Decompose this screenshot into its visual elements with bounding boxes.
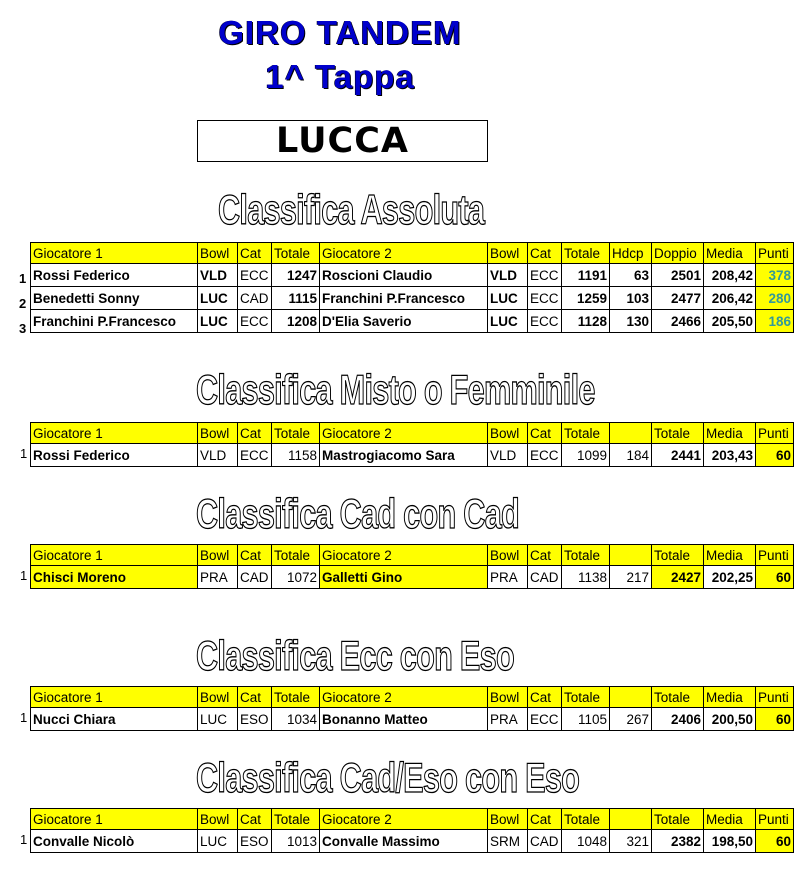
player1-total: 1247	[272, 264, 320, 287]
player2-name: Mastrogiacomo Sara	[320, 444, 488, 467]
punti-value: 60	[756, 708, 794, 731]
player1-bowl: PRA	[198, 566, 238, 589]
player1-name: Nucci Chiara	[31, 708, 198, 731]
col-bowl: Bowl	[488, 687, 528, 708]
table-row	[31, 566, 794, 589]
rank-number: 1	[20, 446, 28, 461]
col-giocatore2: Giocatore 2	[320, 243, 488, 264]
col-giocatore1: Giocatore 1	[31, 243, 198, 264]
table-row	[31, 444, 794, 467]
col-media: Media	[704, 687, 756, 708]
col-giocatore2: Giocatore 2	[320, 809, 488, 830]
table-eccesO	[30, 686, 794, 731]
col-punti: Punti	[756, 545, 794, 566]
table-misto	[30, 422, 794, 467]
player1-total: 1013	[272, 830, 320, 853]
col-punti: Punti	[756, 423, 794, 444]
player2-cat: ECC	[528, 287, 562, 310]
hdcp-value: 267	[610, 708, 652, 731]
player2-name: Bonanno Matteo	[320, 708, 488, 731]
col-giocatore2: Giocatore 2	[320, 423, 488, 444]
city-box: LUCCA	[197, 120, 488, 162]
section-title-eccesO: Classifica Ecc con Eso	[196, 632, 514, 679]
table-row	[31, 264, 794, 287]
media-value: 200,50	[704, 708, 756, 731]
player1-bowl: LUC	[198, 310, 238, 333]
col-totale: Totale	[652, 687, 704, 708]
col-bowl: Bowl	[488, 423, 528, 444]
col-totale: Totale	[652, 545, 704, 566]
col-cat: Cat	[238, 243, 272, 264]
player1-total: 1072	[272, 566, 320, 589]
table-row	[31, 830, 794, 853]
col-totale: Totale	[272, 687, 320, 708]
player2-name: Roscioni Claudio	[320, 264, 488, 287]
player1-name: Chisci Moreno	[31, 566, 198, 589]
player2-cat: ECC	[528, 708, 562, 731]
doppio-value: 2406	[652, 708, 704, 731]
media-value: 202,25	[704, 566, 756, 589]
col-totale: Totale	[562, 809, 610, 830]
punti-value: 60	[756, 566, 794, 589]
player2-total: 1048	[562, 830, 610, 853]
doppio-value: 2382	[652, 830, 704, 853]
player2-bowl: VLD	[488, 264, 528, 287]
player2-bowl: PRA	[488, 708, 528, 731]
col-cat: Cat	[528, 243, 562, 264]
doppio-value: 2477	[652, 287, 704, 310]
player2-name: Convalle Massimo	[320, 830, 488, 853]
col-bowl: Bowl	[198, 243, 238, 264]
punti-value: 280	[756, 287, 794, 310]
doppio-value: 2466	[652, 310, 704, 333]
player1-bowl: VLD	[198, 444, 238, 467]
col-punti: Punti	[756, 809, 794, 830]
table-cadcad	[30, 544, 794, 589]
col-hdcp: Hdcp	[610, 243, 652, 264]
player2-cat: ECC	[528, 310, 562, 333]
doppio-value: 2441	[652, 444, 704, 467]
player1-total: 1034	[272, 708, 320, 731]
col-cat: Cat	[238, 809, 272, 830]
media-value: 203,43	[704, 444, 756, 467]
rank-number: 1	[20, 832, 28, 847]
player1-bowl: LUC	[198, 708, 238, 731]
player2-total: 1191	[562, 264, 610, 287]
player1-bowl: VLD	[198, 264, 238, 287]
player1-cat: CAD	[238, 287, 272, 310]
section-title-cadeso: Classifica Cad/Eso con Eso	[196, 754, 580, 801]
player1-total: 1115	[272, 287, 320, 310]
hdcp-value: 103	[610, 287, 652, 310]
col-bowl: Bowl	[198, 809, 238, 830]
table-row	[31, 708, 794, 731]
col-media: Media	[704, 809, 756, 830]
doppio-value: 2501	[652, 264, 704, 287]
section-title-misto: Classifica Misto o Femminile	[196, 366, 595, 413]
col-totale: Totale	[562, 545, 610, 566]
hdcp-value: 63	[610, 264, 652, 287]
col-blank	[610, 687, 652, 708]
col-totale: Totale	[272, 243, 320, 264]
table-assoluta	[30, 242, 794, 333]
player2-cat: CAD	[528, 830, 562, 853]
player1-name: Franchini P.Francesco	[31, 310, 198, 333]
col-media: Media	[704, 423, 756, 444]
player2-cat: ECC	[528, 444, 562, 467]
col-totale: Totale	[272, 809, 320, 830]
col-bowl: Bowl	[198, 545, 238, 566]
player1-name: Rossi Federico	[31, 264, 198, 287]
player2-bowl: SRM	[488, 830, 528, 853]
player1-bowl: LUC	[198, 830, 238, 853]
col-totale: Totale	[562, 423, 610, 444]
col-giocatore1: Giocatore 1	[31, 687, 198, 708]
col-cat: Cat	[238, 423, 272, 444]
hdcp-value: 217	[610, 566, 652, 589]
media-value: 208,42	[704, 264, 756, 287]
col-bowl: Bowl	[488, 243, 528, 264]
rank-number: 1	[19, 271, 27, 286]
player1-cat: ECC	[238, 444, 272, 467]
player1-name: Rossi Federico	[31, 444, 198, 467]
player1-total: 1208	[272, 310, 320, 333]
col-totale: Totale	[562, 687, 610, 708]
player2-cat: CAD	[528, 566, 562, 589]
player1-cat: ECC	[238, 264, 272, 287]
col-cat: Cat	[238, 545, 272, 566]
table-cadeso	[30, 808, 794, 853]
punti-value: 60	[756, 444, 794, 467]
doppio-value: 2427	[652, 566, 704, 589]
col-blank	[610, 545, 652, 566]
col-totale: Totale	[562, 243, 610, 264]
col-cat: Cat	[528, 687, 562, 708]
col-punti: Punti	[756, 243, 794, 264]
rank-number: 2	[19, 296, 27, 311]
col-blank	[610, 423, 652, 444]
hdcp-value: 184	[610, 444, 652, 467]
col-cat: Cat	[238, 687, 272, 708]
table-header	[31, 687, 794, 708]
table-header	[31, 545, 794, 566]
player1-cat: CAD	[238, 566, 272, 589]
player2-cat: ECC	[528, 264, 562, 287]
col-giocatore2: Giocatore 2	[320, 545, 488, 566]
player2-total: 1099	[562, 444, 610, 467]
col-blank	[610, 809, 652, 830]
punti-value: 378	[756, 264, 794, 287]
col-bowl: Bowl	[488, 809, 528, 830]
hdcp-value: 321	[610, 830, 652, 853]
player1-cat: ESO	[238, 830, 272, 853]
player2-bowl: LUC	[488, 310, 528, 333]
rank-number: 1	[20, 568, 28, 583]
player1-name: Benedetti Sonny	[31, 287, 198, 310]
player1-total: 1158	[272, 444, 320, 467]
col-doppio: Doppio	[652, 243, 704, 264]
punti-value: 186	[756, 310, 794, 333]
media-value: 198,50	[704, 830, 756, 853]
col-media: Media	[704, 243, 756, 264]
rank-number: 1	[20, 710, 28, 725]
player2-bowl: VLD	[488, 444, 528, 467]
col-cat: Cat	[528, 545, 562, 566]
player2-name: Galletti Gino	[320, 566, 488, 589]
table-row	[31, 310, 794, 333]
col-giocatore1: Giocatore 1	[31, 423, 198, 444]
rank-number: 3	[19, 321, 27, 336]
player1-cat: ECC	[238, 310, 272, 333]
col-giocatore1: Giocatore 1	[31, 545, 198, 566]
col-totale: Totale	[272, 423, 320, 444]
player2-total: 1259	[562, 287, 610, 310]
table-header	[31, 243, 794, 264]
table-row	[31, 287, 794, 310]
col-bowl: Bowl	[198, 423, 238, 444]
punti-value: 60	[756, 830, 794, 853]
page-title: GIRO TANDEM	[218, 14, 462, 51]
player2-name: Franchini P.Francesco	[320, 287, 488, 310]
col-giocatore2: Giocatore 2	[320, 687, 488, 708]
col-cat: Cat	[528, 809, 562, 830]
section-title-assoluta: Classifica Assoluta	[218, 186, 485, 233]
hdcp-value: 130	[610, 310, 652, 333]
col-totale: Totale	[652, 423, 704, 444]
col-punti: Punti	[756, 687, 794, 708]
table-header	[31, 809, 794, 830]
col-cat: Cat	[528, 423, 562, 444]
col-bowl: Bowl	[488, 545, 528, 566]
player2-bowl: LUC	[488, 287, 528, 310]
col-totale: Totale	[272, 545, 320, 566]
player1-name: Convalle Nicolò	[31, 830, 198, 853]
col-bowl: Bowl	[198, 687, 238, 708]
col-totale: Totale	[652, 809, 704, 830]
player2-name: D'Elia Saverio	[320, 310, 488, 333]
player2-total: 1128	[562, 310, 610, 333]
table-header	[31, 423, 794, 444]
player1-bowl: LUC	[198, 287, 238, 310]
section-title-cadcad: Classifica Cad con Cad	[196, 490, 520, 537]
player2-bowl: PRA	[488, 566, 528, 589]
media-value: 206,42	[704, 287, 756, 310]
player2-total: 1138	[562, 566, 610, 589]
stage-title: 1^ Tappa	[265, 58, 415, 95]
player1-cat: ESO	[238, 708, 272, 731]
col-giocatore1: Giocatore 1	[31, 809, 198, 830]
media-value: 205,50	[704, 310, 756, 333]
col-media: Media	[704, 545, 756, 566]
player2-total: 1105	[562, 708, 610, 731]
